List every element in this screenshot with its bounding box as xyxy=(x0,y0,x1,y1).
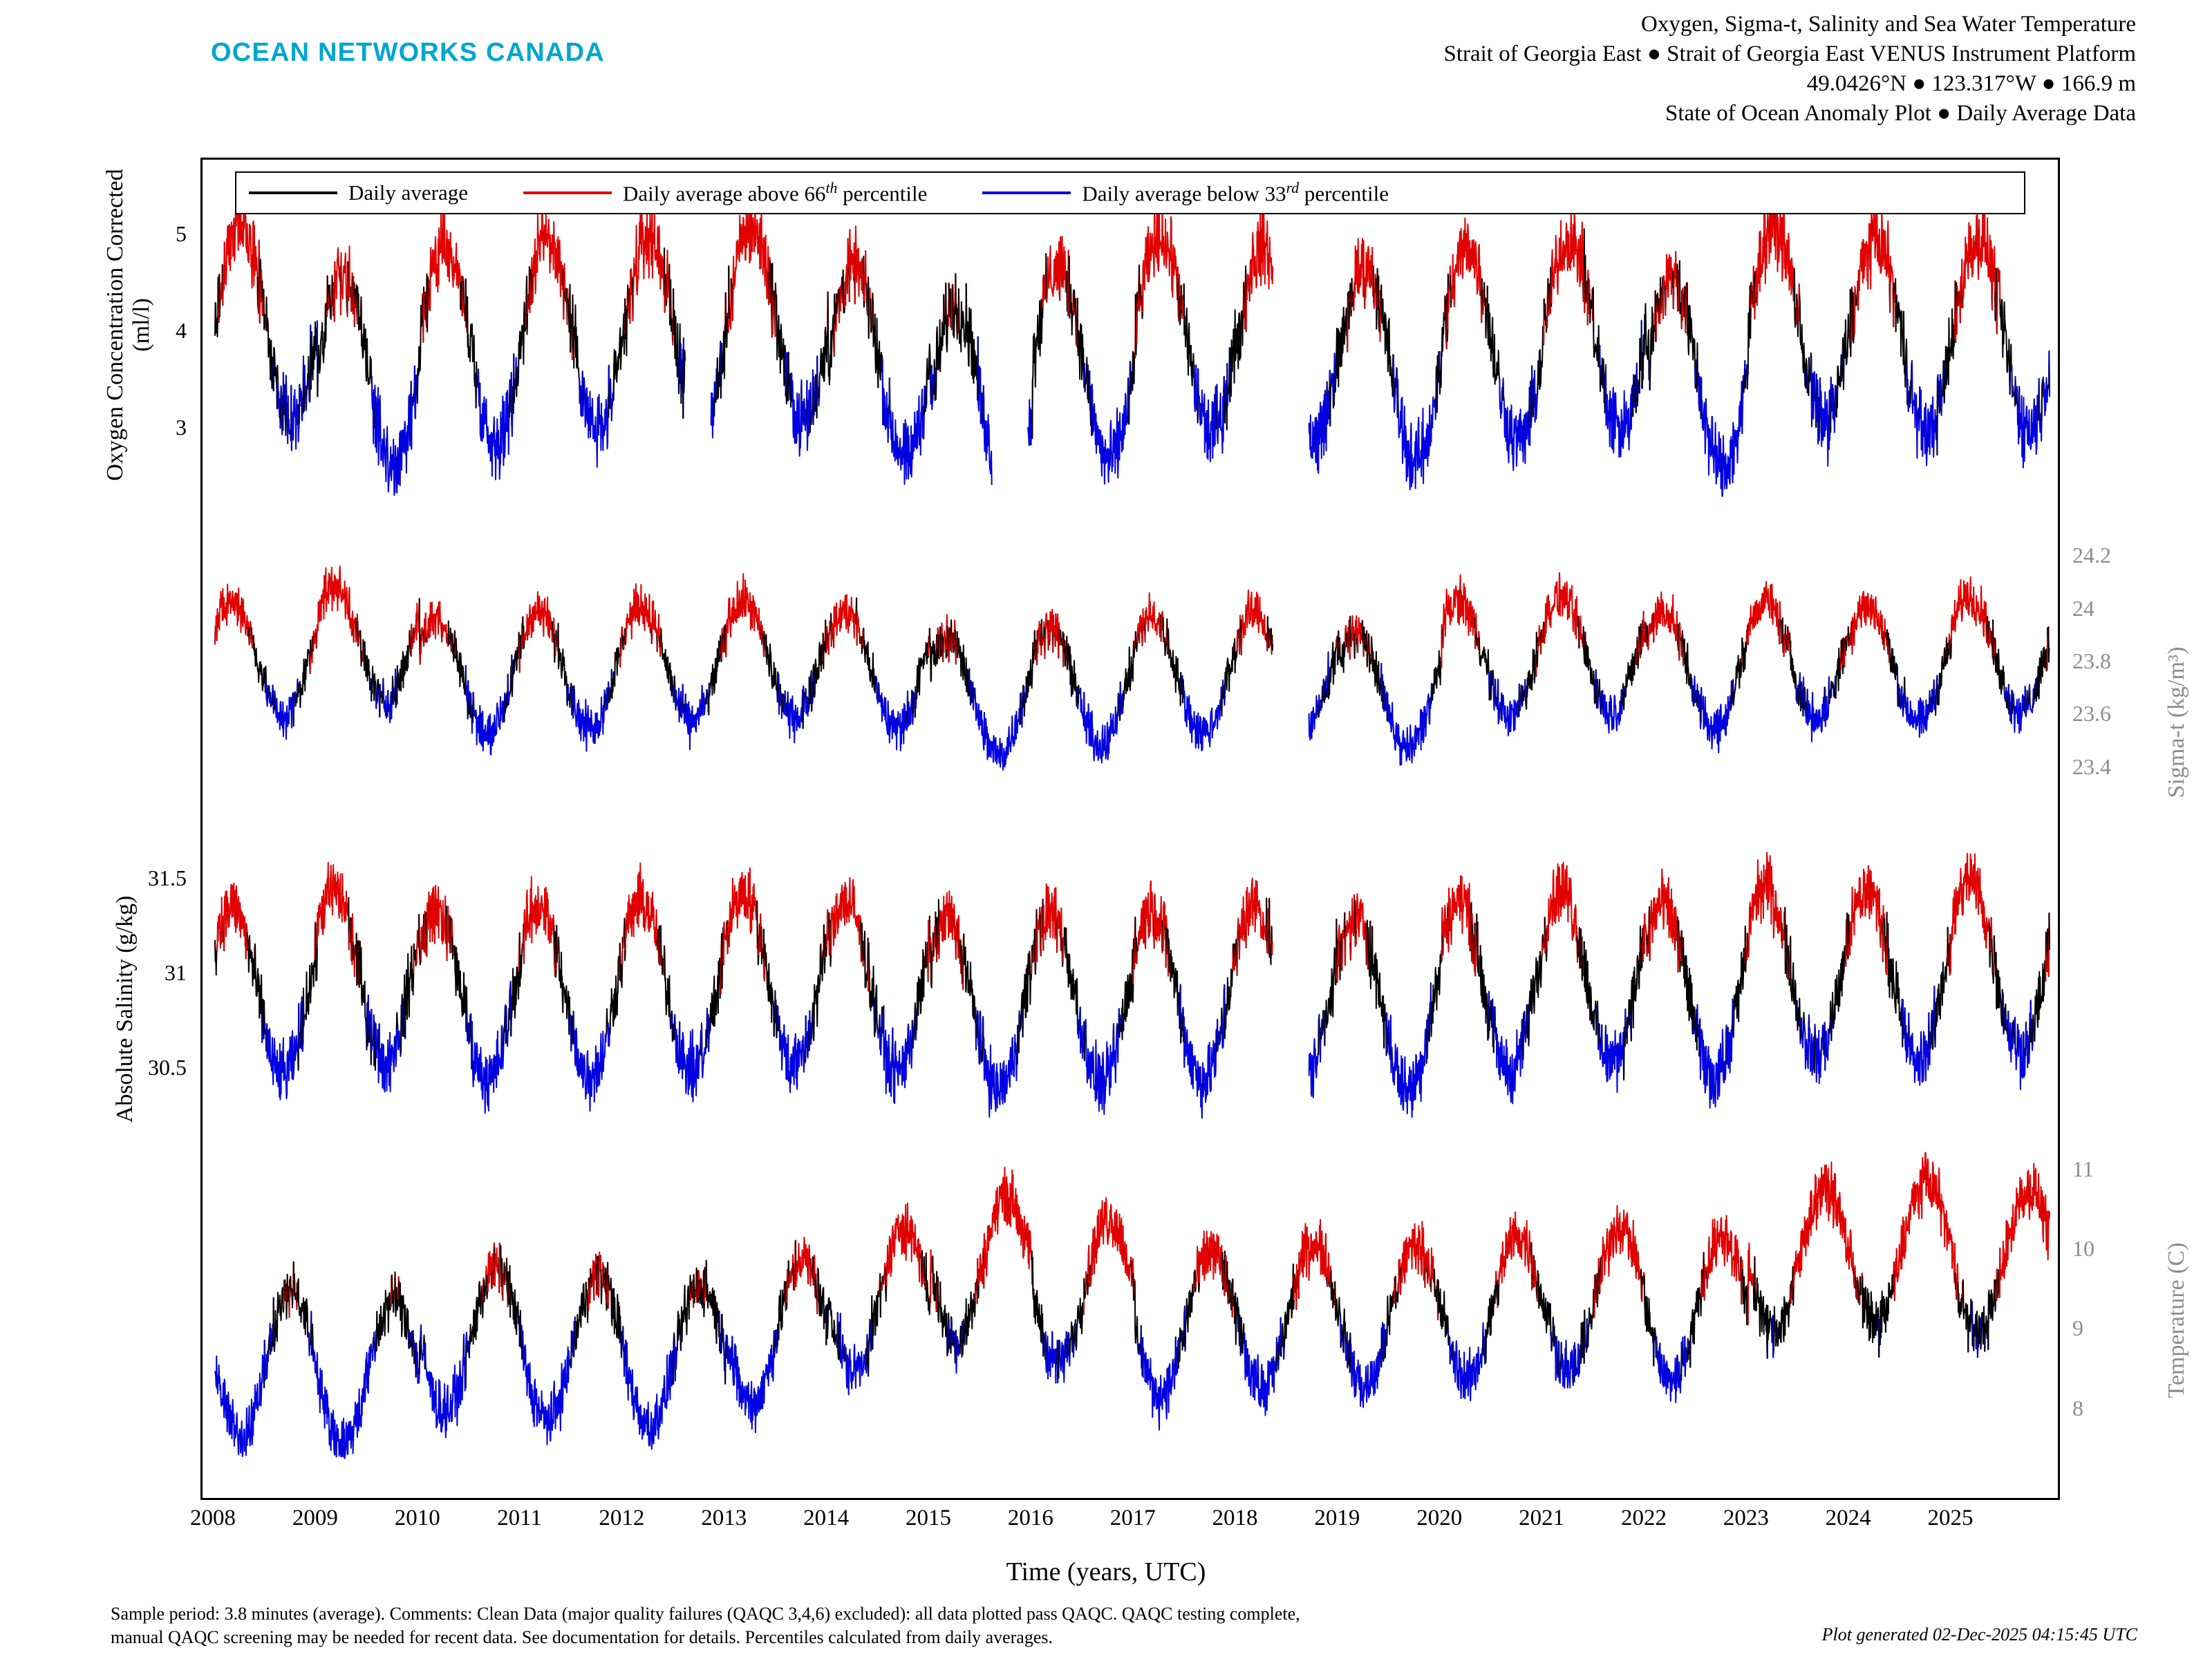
y-axis-label-salinity: Absolute Salinity (g/kg) xyxy=(112,895,138,1123)
tick-year-2016: 2016 xyxy=(1007,1506,1053,1530)
tick-temperature-11: 11 xyxy=(2072,1156,2094,1181)
tick-sigmat-23.4: 23.4 xyxy=(2072,753,2111,779)
tick-oxygen-5: 5 xyxy=(176,221,187,246)
x-axis-label: Time (years, UTC) xyxy=(1006,1557,1206,1586)
tick-salinity-31: 31 xyxy=(165,959,187,985)
footer-note-line-1: Sample period: 3.8 minutes (average). Comments: Clean Data (major quality failures (QAQC 3,4,6) excluded): all data plotted pass QAQC. QAQC testing complete, xyxy=(111,1604,1300,1624)
y-axis-label-oxygen: Oxygen Concentration Corrected (ml/l) xyxy=(102,169,154,481)
tick-salinity-30.5: 30.5 xyxy=(148,1054,187,1080)
tick-year-2014: 2014 xyxy=(803,1506,850,1530)
legend-label-daily-average: Daily average xyxy=(348,180,468,205)
y-axis-label-temperature: Temperature (C) xyxy=(2164,1242,2189,1398)
chart-svg xyxy=(203,160,2058,1498)
legend-swatch-daily-average xyxy=(249,191,337,194)
legend-swatch-above-66 xyxy=(523,191,612,194)
tick-year-2017: 2017 xyxy=(1109,1506,1156,1530)
legend xyxy=(235,171,2025,214)
tick-year-2021: 2021 xyxy=(1519,1506,1565,1530)
tick-year-2011: 2011 xyxy=(497,1506,542,1530)
tick-year-2012: 2012 xyxy=(599,1506,645,1530)
tick-sigmat-23.8: 23.8 xyxy=(2072,648,2111,673)
tick-salinity-31.5: 31.5 xyxy=(148,865,187,890)
onc-logo: OCEAN NETWORKS CANADA xyxy=(211,38,605,67)
title-line-1: Oxygen, Sigma-t, Salinity and Sea Water Temperature xyxy=(1641,12,2136,37)
tick-oxygen-3: 3 xyxy=(176,415,187,440)
footer-note xyxy=(111,1602,1728,1650)
tick-temperature-10: 10 xyxy=(2072,1236,2094,1261)
tick-year-2025: 2025 xyxy=(1927,1506,1974,1530)
footer-generated: Plot generated 02-Dec-2025 04:15:45 UTC xyxy=(1821,1624,2137,1644)
tick-temperature-8: 8 xyxy=(2072,1395,2083,1421)
tick-sigmat-24: 24 xyxy=(2072,595,2094,621)
chart-title-block xyxy=(1443,10,2136,129)
legend-label-above-66: Daily average above 66th percentile xyxy=(622,179,928,206)
tick-temperature-9: 9 xyxy=(2072,1315,2083,1341)
tick-sigmat-24.2: 24.2 xyxy=(2072,543,2111,568)
tick-year-2022: 2022 xyxy=(1620,1506,1667,1530)
legend-swatch-below-33 xyxy=(982,191,1071,194)
tick-year-2009: 2009 xyxy=(292,1506,338,1530)
tick-year-2018: 2018 xyxy=(1212,1506,1258,1530)
plot-area xyxy=(200,158,2060,1500)
tick-year-2015: 2015 xyxy=(905,1506,951,1530)
legend-item-daily-average xyxy=(249,180,468,205)
footer-note-line-2: manual QAQC screening may be needed for recent data. See documentation for details. Percentiles calculated from daily averages. xyxy=(111,1627,1053,1648)
tick-year-2023: 2023 xyxy=(1723,1506,1769,1530)
tick-year-2013: 2013 xyxy=(701,1506,747,1530)
tick-sigmat-23.6: 23.6 xyxy=(2072,701,2111,727)
y-axis-label-sigma-t: Sigma-t (kg/m³) xyxy=(2164,646,2189,798)
tick-year-2019: 2019 xyxy=(1314,1506,1360,1530)
tick-year-2010: 2010 xyxy=(394,1506,440,1530)
tick-year-2020: 2020 xyxy=(1416,1506,1463,1530)
tick-oxygen-4: 4 xyxy=(176,318,187,343)
legend-item-above-66 xyxy=(523,180,927,206)
title-line-4: State of Ocean Anomaly Plot ● Daily Average Data xyxy=(1665,100,2136,126)
title-line-3: 49.0426°N ● 123.317°W ● 166.9 m xyxy=(1806,71,2136,96)
tick-year-2024: 2024 xyxy=(1825,1506,1871,1530)
plot-canvas xyxy=(203,160,2058,1498)
tick-year-2008: 2008 xyxy=(190,1506,236,1530)
legend-label-below-33: Daily average below 33rd percentile xyxy=(1082,179,1389,206)
title-line-2: Strait of Georgia East ● Strait of Georgia East VENUS Instrument Platform xyxy=(1443,41,2136,66)
legend-item-below-33 xyxy=(982,180,1389,206)
